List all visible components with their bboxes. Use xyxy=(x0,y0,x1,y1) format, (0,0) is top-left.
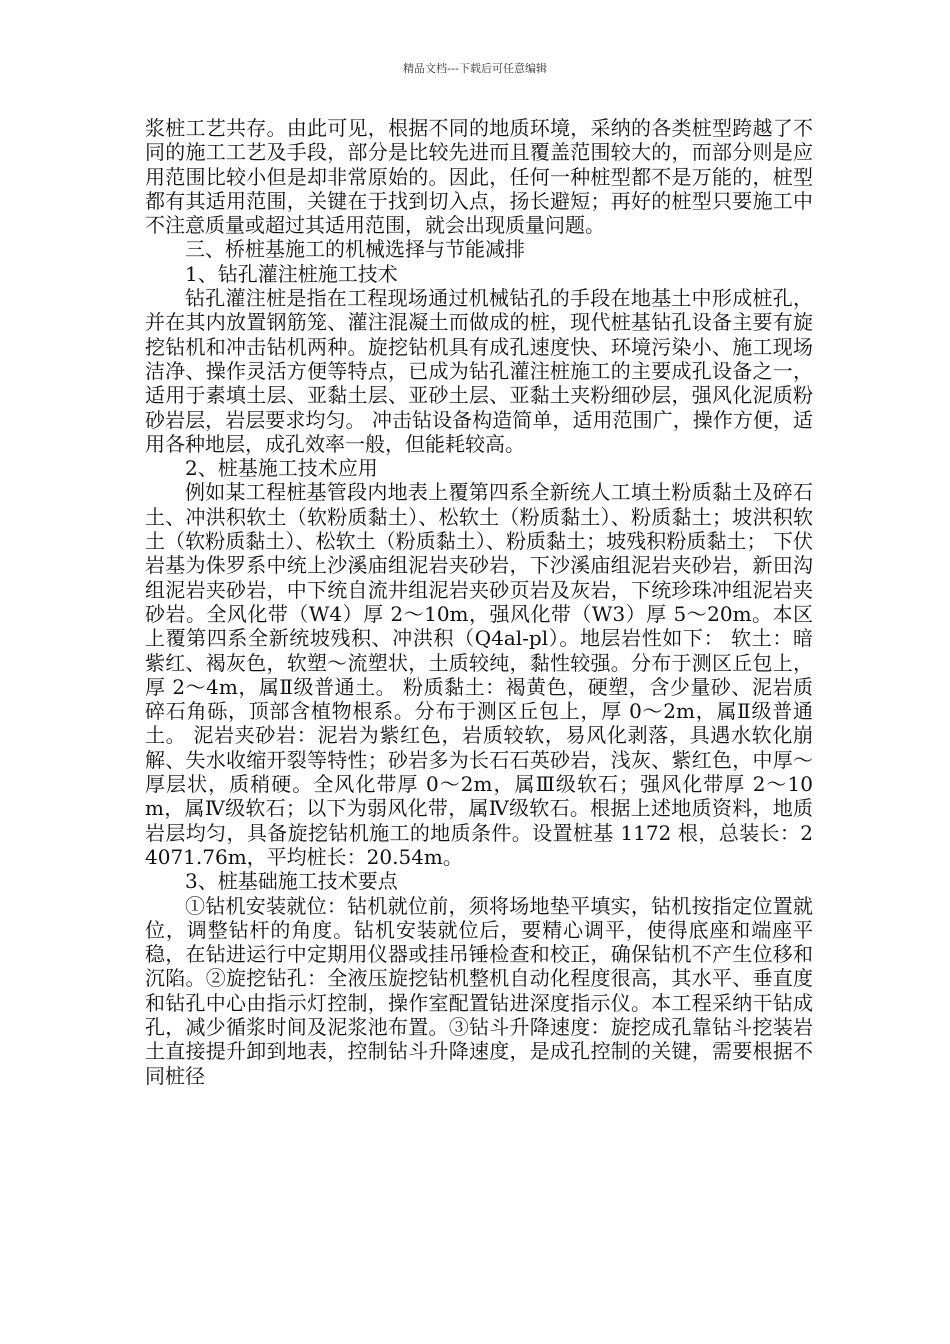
page-header: 精品文档---下载后可任意编辑 xyxy=(403,62,547,75)
document-body xyxy=(145,116,813,1088)
paragraph-geology: 例如某工程桩基管段内地表上覆第四系全新统人工填土粉质黏土及碎石土、冲洪积软土（软粉质黏土）、松软土（粉质黏土）、粉质黏土；坡洪积软土（软粉质黏土）、松软土（粉质黏土）、粉质黏土；坡残积粉质黏土； 下伏岩基为侏罗系中统上沙溪庙组泥岩夹砂岩，下沙溪庙组泥岩夹砂岩，新田沟组泥岩夹砂岩，中下统自流井组泥岩夹砂页岩及灰岩，下统珍珠冲组泥岩夹砂岩。全风化带（W4）厚 2～10m，强风化带（W3）厚 5～20m。本区上覆第四系全新统坡残积、冲洪积（Q4al-pl）。地层岩性如下： 软土：暗紫红、褐灰色，软塑～流塑状，土质较纯，黏性较强。分布于测区丘包上，厚 2～4m，属Ⅱ级普通土。 粉质黏土：褐黄色，硬塑，含少量砂、泥岩质碎石角砾，顶部含植物根系。分布于测区丘包上，厚 0～2m，属Ⅱ级普通土。 泥岩夹砂岩：泥岩为紫红色，岩质较软，易风化剥落，具遇水软化崩解、失水收缩开裂等特性；砂岩多为长石石英砂岩，浅灰、紫红色，中厚～厚层状，质稍硬。全风化带厚 0～2m，属Ⅲ级软石；强风化带厚 2～10m，属Ⅳ级软石；以下为弱风化带，属Ⅳ级软石。根据上述地质资料，地质岩层均匀，具备旋挖钻机施工的地质条件。设置桩基 1172 根，总装长：24071.76m，平均桩长：20.54m。 xyxy=(145,480,813,869)
subheading-bored-pile: 1、钻孔灌注桩施工技术 xyxy=(185,261,398,286)
subheading-application: 2、桩基施工技术应用 xyxy=(185,456,378,481)
subheading-key-points: 3、桩基础施工技术要点 xyxy=(185,869,398,894)
paragraph-pile-types: 浆桩工艺共存。由此可见，根据不同的地质环境，采纳的各类桩型跨越了不同的施工工艺及手段，部分是比较先进而且覆盖范围较大的，而部分则是应用范围比较小但是却非常原始的。因此，任何一种桩型都不是万能的，桩型都有其适用范围，关键在于找到切入点，扬长避短；再好的桩型只要施工中不注意质量或超过其适用范围，就会出现质量问题。 xyxy=(145,116,813,238)
section-heading-3: 三、桥桩基施工的机械选择与节能减排 xyxy=(185,237,525,262)
paragraph-bored-pile: 钻孔灌注桩是指在工程现场通过机械钻孔的手段在地基土中形成桩孔，并在其内放置钢筋笼、灌注混凝土而做成的桩，现代桩基钻孔设备主要有旋挖钻机和冲击钻机两种。旋挖钻机具有成孔速度快、环境污染小、施工现场洁净、操作灵活方便等特点，已成为钻孔灌注桩施工的主要成孔设备之一，适用于素填土层、亚黏土层、亚砂土层、亚黏土夹粉细砂层，强风化泥质粉砂岩层，岩层要求均匀。 冲击钻设备构造简单，适用范围广，操作方便，适用各种地层，成孔效率一般，但能耗较高。 xyxy=(145,286,813,456)
paragraph-key-points: ①钻机安装就位：钻机就位前，须将场地垫平填实，钻机按指定位置就位，调整钻杆的角度。钻机安装就位后，要精心调平，使得底座和端座平稳，在钻进运行中定期用仪器或挂吊锤检查和校正，确保钻机不产生位移和沉陷。②旋挖钻孔：全液压旋挖钻机整机自动化程度很高，其水平、垂直度和钻孔中心由指示灯控制，操作室配置钻进深度指示仪。本工程采纳干钻成孔，减少循浆时间及泥浆池布置。③钻斗升降速度：旋挖成孔靠钻斗挖装岩土直接提升卸到地表，控制钻斗升降速度，是成孔控制的关键，需要根据不同桩径 xyxy=(145,893,813,1088)
